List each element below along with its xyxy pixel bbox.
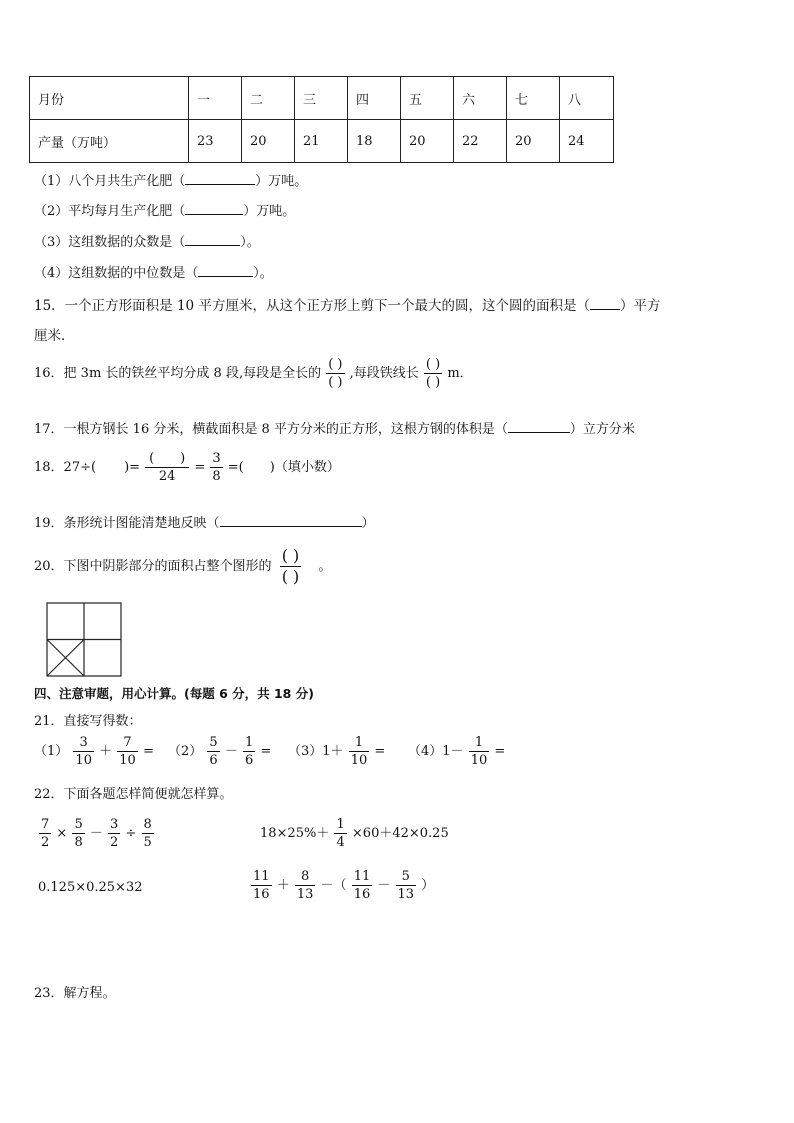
table-cell: 20 [507,120,560,163]
fraction-blank[interactable]: $\frac{( )}{( )}$ [281,546,300,586]
q21-item-3: （3）1＋ $\frac{1}{10}$ = [288,735,386,768]
table-cell: 二 [242,77,295,120]
question-22-title: 22．下面各题怎样简便就怎样算。 [34,787,233,802]
q14-line-4: （4）这组数据的中位数是（ ）。 [34,266,273,281]
answer-blank[interactable] [590,297,620,310]
question-16: 16．把 3m 长的铁丝平均分成 8 段,每段是全长的 $\frac{( )}{( )}$ ,每段铁线长 $\frac{( )}{( )}$ m． [34,357,473,390]
question-21-title: 21．直接写得数： [34,714,142,729]
q21-item-1: （1） $\frac{3}{10}$ ＋ $\frac{7}{10}$ = [34,735,154,768]
question-23-title: 23．解方程。 [34,986,116,1001]
fraction-blank[interactable]: $\frac{( )}{( )}$ [425,357,441,390]
q14-line-2: （2）平均每月生产化肥（ ）万吨。 [34,204,296,219]
section-4-heading: 四、注意审题，用心计算。(每题 6 分，共 18 分) [34,686,314,701]
production-table [29,76,614,163]
table-cell: 八 [560,77,614,120]
fraction: $\frac{3}{8}$ [212,451,221,484]
table-cell: 24 [560,120,614,163]
table-cell: 五 [401,77,454,120]
answer-blank[interactable] [185,202,243,215]
table-cell: 22 [454,120,507,163]
question-20: 20．下图中阴影部分的面积占整个图形的 $\frac{( )}{( )}$ 。 [34,546,332,586]
table-cell: 七 [507,77,560,120]
square-grid-figure [46,602,124,678]
table-cell: 21 [295,120,348,163]
table-cell: 六 [454,77,507,120]
q14-line-3: （3）这组数据的众数是（ ）。 [34,235,260,250]
q21-item-4: （4）1－ $\frac{1}{10}$ = [408,735,506,768]
table-cell: 三 [295,77,348,120]
q22-expression-1: $\frac{7}{2}$ × $\frac{5}{8}$ － $\frac{3}{2}$ ÷ $\frac{8}{5}$ [41,817,152,850]
table-cell: 20 [401,120,454,163]
fraction-blank[interactable]: $\frac{( )}{( )}$ [328,357,343,390]
question-19: 19．条形统计图能清楚地反映（ ） [34,516,375,531]
q21-item-2: （2） $\frac{5}{6}$ － $\frac{1}{6}$ = [168,735,272,768]
answer-blank[interactable] [185,172,255,185]
q14-line-1: （1）八个月共生产化肥（ ）万吨。 [34,174,308,189]
answer-blank[interactable] [198,264,253,277]
table-cell: 产量（万吨） [30,120,189,163]
table-cell: 一 [189,77,242,120]
q22-expression-2: 18×25%＋ $\frac{1}{4}$ ×60＋42×0.25 [260,817,449,850]
table-row [30,120,614,163]
table-cell: 月份 [30,77,189,120]
table-cell: 20 [242,120,295,163]
table-row [30,77,614,120]
question-17: 17．一根方钢长 16 分米，横截面积是 8 平方分米的正方形，这根方钢的体积是（ ）立方分米 [34,422,635,437]
table-cell: 四 [348,77,401,120]
table-cell: 23 [189,120,242,163]
answer-blank[interactable] [185,233,240,246]
question-15: 15．一个正方形面积是 10 平方厘米，从这个正方形上剪下一个最大的圆，这个圆的面积是（ ）平方 [34,298,661,314]
q22-expression-3: 0.125×0.25×32 [38,880,143,895]
question-18: 18．27÷( )= $\frac{( )}{24}$ = $\frac{3}{8}$ =( )（填小数） [34,451,340,484]
question-15-cont: 厘米． [34,328,75,344]
answer-blank[interactable] [508,420,570,433]
table-cell: 18 [348,120,401,163]
answer-blank[interactable] [220,514,362,527]
fraction: $\frac{( )}{24}$ [145,452,189,483]
q22-expression-4: $\frac{11}{16}$ ＋ $\frac{8}{13}$ －（ $\frac{11}{16}$ － $\frac{5}{13}$ ） [253,869,435,902]
